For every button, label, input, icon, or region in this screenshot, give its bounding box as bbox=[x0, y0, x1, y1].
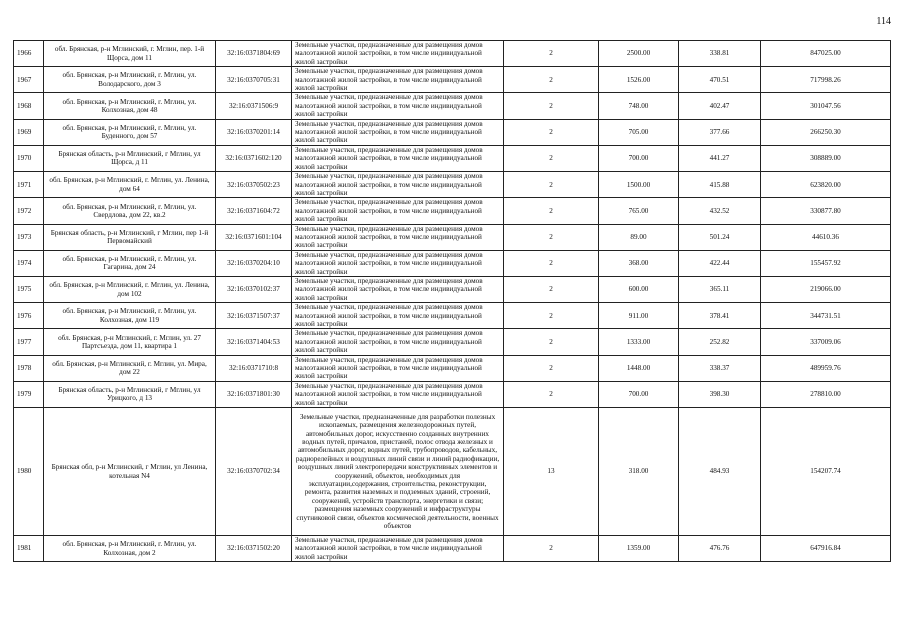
table-row bbox=[14, 198, 891, 224]
address-cell: обл. Брянская, р-н Мглинский, г. Мглин, пер. 1-й Щорса, дом 11 bbox=[44, 41, 216, 67]
purpose-cell: Земельные участки, предназначенные для размещения домов малоэтажной жилой застройки, в том числе индивидуальной жилой застройки bbox=[292, 303, 504, 329]
cadastral-number-cell: 32:16:0371506:9 bbox=[216, 93, 292, 119]
table-row bbox=[14, 536, 891, 562]
area-cell: 1526.00 bbox=[599, 67, 679, 93]
cadastral-value-cell: 489959.76 bbox=[761, 355, 891, 381]
area-cell: 1333.00 bbox=[599, 329, 679, 355]
row-number-cell: 1966 bbox=[14, 41, 44, 67]
category-code-cell: 2 bbox=[504, 93, 599, 119]
address-cell: Брянская область, р-н Мглинский, г Мглин, пер 1-й Первомайский bbox=[44, 224, 216, 250]
row-number-cell: 1971 bbox=[14, 172, 44, 198]
address-cell: обл. Брянская, р-н Мглинский, г. Мглин, ул. Володарского, дом 3 bbox=[44, 67, 216, 93]
table-body bbox=[14, 41, 891, 562]
row-number-cell: 1972 bbox=[14, 198, 44, 224]
cadastral-number-cell: 32:16:0371602:120 bbox=[216, 145, 292, 171]
area-cell: 1359.00 bbox=[599, 536, 679, 562]
cadastral-number-cell: 32:16:0371801:30 bbox=[216, 381, 292, 407]
row-number-cell: 1967 bbox=[14, 67, 44, 93]
purpose-cell: Земельные участки, предназначенные для размещения домов малоэтажной жилой застройки, в том числе индивидуальной жилой застройки bbox=[292, 224, 504, 250]
category-code-cell: 2 bbox=[504, 381, 599, 407]
address-cell: обл. Брянская, р-н Мглинский, г. Мглин, ул. Ленина, дом 102 bbox=[44, 276, 216, 302]
row-number-cell: 1978 bbox=[14, 355, 44, 381]
table-row bbox=[14, 119, 891, 145]
area-cell: 2500.00 bbox=[599, 41, 679, 67]
address-cell: обл. Брянская, р-н Мглинский, г. Мглин, ул. Свердлова, дом 22, кв.2 bbox=[44, 198, 216, 224]
area-cell: 89.00 bbox=[599, 224, 679, 250]
area-cell: 765.00 bbox=[599, 198, 679, 224]
area-cell: 705.00 bbox=[599, 119, 679, 145]
purpose-cell: Земельные участки, предназначенные для размещения домов малоэтажной жилой застройки, в том числе индивидуальной жилой застройки bbox=[292, 536, 504, 562]
row-number-cell: 1981 bbox=[14, 536, 44, 562]
table-row bbox=[14, 329, 891, 355]
cadastral-value-cell: 330877.80 bbox=[761, 198, 891, 224]
purpose-cell: Земельные участки, предназначенные для размещения домов малоэтажной жилой застройки, в том числе индивидуальной жилой застройки bbox=[292, 250, 504, 276]
cadastral-number-cell: 32:16:0370705:31 bbox=[216, 67, 292, 93]
cadastral-value-cell: 337009.06 bbox=[761, 329, 891, 355]
purpose-cell: Земельные участки, предназначенные для размещения домов малоэтажной жилой застройки, в том числе индивидуальной жилой застройки bbox=[292, 355, 504, 381]
cadastral-value-cell: 155457.92 bbox=[761, 250, 891, 276]
category-code-cell: 2 bbox=[504, 67, 599, 93]
cadastral-number-cell: 32:16:0371404:53 bbox=[216, 329, 292, 355]
table-row bbox=[14, 408, 891, 536]
table-row bbox=[14, 250, 891, 276]
cadastral-value-cell: 344731.51 bbox=[761, 303, 891, 329]
rate-cell: 470.51 bbox=[679, 67, 761, 93]
address-cell: обл. Брянская, р-н Мглинский, г. Мглин, ул. Гагарина, дом 24 bbox=[44, 250, 216, 276]
rate-cell: 338.37 bbox=[679, 355, 761, 381]
purpose-cell: Земельные участки, предназначенные для размещения домов малоэтажной жилой застройки, в том числе индивидуальной жилой застройки bbox=[292, 145, 504, 171]
category-code-cell: 2 bbox=[504, 198, 599, 224]
cadastral-number-cell: 32:16:0371604:72 bbox=[216, 198, 292, 224]
cadastral-number-cell: 32:16:0370702:34 bbox=[216, 408, 292, 536]
table-row bbox=[14, 303, 891, 329]
cadastral-value-cell: 266250.30 bbox=[761, 119, 891, 145]
address-cell: обл. Брянская, р-н Мглинский, г. Мглин, ул. Мира, дом 22 bbox=[44, 355, 216, 381]
category-code-cell: 2 bbox=[504, 119, 599, 145]
table-row bbox=[14, 145, 891, 171]
purpose-cell: Земельные участки, предназначенные для размещения домов малоэтажной жилой застройки, в том числе индивидуальной жилой застройки bbox=[292, 172, 504, 198]
purpose-cell: Земельные участки, предназначенные для разработки полезных ископаемых, размещения железнодорожных путей, автомобильных дорог, искусственно созданных внутренних водных путей, причалов, пристаней, полос отвода железных и автомобильных дорог, водных путей, трубопроводов, кабельных, радиорелейных и воздушных линий связи и линий радиофикации, воздушных линий электропередачи конструктивных элементов и сооружений, объектов, необходимых для эксплуатации,содержания, строительства, реконструкции, ремонта, развития наземных и подземных зданий, строений, сооружений, устройств транспорта, энергетики и связи; размещения наземных сооружений и инфраструктуры спутниковой связи, объектов космической деятельности, военных объектов bbox=[292, 408, 504, 536]
address-cell: обл. Брянская, р-н Мглинский, г. Мглин, ул. 27 Партсъезда, дом 11, квартира 1 bbox=[44, 329, 216, 355]
cadastral-value-cell: 847025.00 bbox=[761, 41, 891, 67]
purpose-cell: Земельные участки, предназначенные для размещения домов малоэтажной жилой застройки, в том числе индивидуальной жилой застройки bbox=[292, 119, 504, 145]
rate-cell: 415.88 bbox=[679, 172, 761, 198]
table-row bbox=[14, 224, 891, 250]
category-code-cell: 2 bbox=[504, 329, 599, 355]
category-code-cell: 13 bbox=[504, 408, 599, 536]
rate-cell: 501.24 bbox=[679, 224, 761, 250]
purpose-cell: Земельные участки, предназначенные для размещения домов малоэтажной жилой застройки, в том числе индивидуальной жилой застройки bbox=[292, 93, 504, 119]
cadastral-number-cell: 32:16:0370102:37 bbox=[216, 276, 292, 302]
rate-cell: 441.27 bbox=[679, 145, 761, 171]
area-cell: 318.00 bbox=[599, 408, 679, 536]
cadastral-value-cell: 308889.00 bbox=[761, 145, 891, 171]
area-cell: 1500.00 bbox=[599, 172, 679, 198]
cadastral-number-cell: 32:16:0370502:23 bbox=[216, 172, 292, 198]
cadastral-number-cell: 32:16:0371804:69 bbox=[216, 41, 292, 67]
rate-cell: 252.82 bbox=[679, 329, 761, 355]
cadastral-value-cell: 301047.56 bbox=[761, 93, 891, 119]
address-cell: обл. Брянская, р-н Мглинский, г. Мглин, ул. Буденного, дом 57 bbox=[44, 119, 216, 145]
cadastral-value-cell: 623820.00 bbox=[761, 172, 891, 198]
category-code-cell: 2 bbox=[504, 250, 599, 276]
category-code-cell: 2 bbox=[504, 145, 599, 171]
cadastral-value-cell: 154207.74 bbox=[761, 408, 891, 536]
table-row bbox=[14, 41, 891, 67]
address-cell: обл. Брянская, р-н Мглинский, г. Мглин, ул. Колхозная, дом 48 bbox=[44, 93, 216, 119]
table-row bbox=[14, 93, 891, 119]
area-cell: 748.00 bbox=[599, 93, 679, 119]
address-cell: Брянская обл, р-н Мглинский, г Мглин, ул Ленина, котельная N4 bbox=[44, 408, 216, 536]
row-number-cell: 1969 bbox=[14, 119, 44, 145]
cadastral-number-cell: 32:16:0371502:20 bbox=[216, 536, 292, 562]
row-number-cell: 1970 bbox=[14, 145, 44, 171]
area-cell: 700.00 bbox=[599, 145, 679, 171]
category-code-cell: 2 bbox=[504, 355, 599, 381]
rate-cell: 377.66 bbox=[679, 119, 761, 145]
rate-cell: 476.76 bbox=[679, 536, 761, 562]
table-row bbox=[14, 67, 891, 93]
category-code-cell: 2 bbox=[504, 41, 599, 67]
cadastral-value-cell: 278810.00 bbox=[761, 381, 891, 407]
category-code-cell: 2 bbox=[504, 536, 599, 562]
category-code-cell: 2 bbox=[504, 224, 599, 250]
rate-cell: 402.47 bbox=[679, 93, 761, 119]
row-number-cell: 1977 bbox=[14, 329, 44, 355]
address-cell: Брянская область, р-н Мглинский, г Мглин, ул Щорса, д 11 bbox=[44, 145, 216, 171]
purpose-cell: Земельные участки, предназначенные для размещения домов малоэтажной жилой застройки, в том числе индивидуальной жилой застройки bbox=[292, 67, 504, 93]
table-row bbox=[14, 355, 891, 381]
area-cell: 600.00 bbox=[599, 276, 679, 302]
category-code-cell: 2 bbox=[504, 172, 599, 198]
area-cell: 1448.00 bbox=[599, 355, 679, 381]
rate-cell: 432.52 bbox=[679, 198, 761, 224]
address-cell: Брянская область, р-н Мглинский, г Мглин, ул Урицкого, д 13 bbox=[44, 381, 216, 407]
purpose-cell: Земельные участки, предназначенные для размещения домов малоэтажной жилой застройки, в том числе индивидуальной жилой застройки bbox=[292, 276, 504, 302]
purpose-cell: Земельные участки, предназначенные для размещения домов малоэтажной жилой застройки, в том числе индивидуальной жилой застройки bbox=[292, 198, 504, 224]
row-number-cell: 1979 bbox=[14, 381, 44, 407]
table-row bbox=[14, 276, 891, 302]
row-number-cell: 1973 bbox=[14, 224, 44, 250]
category-code-cell: 2 bbox=[504, 303, 599, 329]
address-cell: обл. Брянская, р-н Мглинский, г. Мглин, ул. Ленина, дом 64 bbox=[44, 172, 216, 198]
rate-cell: 338.81 bbox=[679, 41, 761, 67]
row-number-cell: 1975 bbox=[14, 276, 44, 302]
cadastral-number-cell: 32:16:0370201:14 bbox=[216, 119, 292, 145]
cadastral-number-cell: 32:16:0370204:10 bbox=[216, 250, 292, 276]
table-row bbox=[14, 172, 891, 198]
cadastral-number-cell: 32:16:0371601:104 bbox=[216, 224, 292, 250]
rate-cell: 422.44 bbox=[679, 250, 761, 276]
address-cell: обл. Брянская, р-н Мглинский, г. Мглин, ул. Колхозная, дом 119 bbox=[44, 303, 216, 329]
area-cell: 700.00 bbox=[599, 381, 679, 407]
cadastral-table bbox=[13, 40, 891, 562]
cadastral-value-cell: 44610.36 bbox=[761, 224, 891, 250]
area-cell: 368.00 bbox=[599, 250, 679, 276]
category-code-cell: 2 bbox=[504, 276, 599, 302]
rate-cell: 365.11 bbox=[679, 276, 761, 302]
cadastral-value-cell: 219066.00 bbox=[761, 276, 891, 302]
rate-cell: 484.93 bbox=[679, 408, 761, 536]
row-number-cell: 1968 bbox=[14, 93, 44, 119]
area-cell: 911.00 bbox=[599, 303, 679, 329]
purpose-cell: Земельные участки, предназначенные для размещения домов малоэтажной жилой застройки, в том числе индивидуальной жилой застройки bbox=[292, 41, 504, 67]
rate-cell: 398.30 bbox=[679, 381, 761, 407]
cadastral-number-cell: 32:16:0371507:37 bbox=[216, 303, 292, 329]
row-number-cell: 1980 bbox=[14, 408, 44, 536]
table-row bbox=[14, 381, 891, 407]
cadastral-number-cell: 32:16:0371710:8 bbox=[216, 355, 292, 381]
cadastral-value-cell: 647916.84 bbox=[761, 536, 891, 562]
purpose-cell: Земельные участки, предназначенные для размещения домов малоэтажной жилой застройки, в том числе индивидуальной жилой застройки bbox=[292, 329, 504, 355]
cadastral-value-cell: 717998.26 bbox=[761, 67, 891, 93]
address-cell: обл. Брянская, р-н Мглинский, г. Мглин, ул. Колхозная, дом 2 bbox=[44, 536, 216, 562]
page-number: 114 bbox=[876, 16, 891, 27]
rate-cell: 378.41 bbox=[679, 303, 761, 329]
purpose-cell: Земельные участки, предназначенные для размещения домов малоэтажной жилой застройки, в том числе индивидуальной жилой застройки bbox=[292, 381, 504, 407]
row-number-cell: 1976 bbox=[14, 303, 44, 329]
row-number-cell: 1974 bbox=[14, 250, 44, 276]
